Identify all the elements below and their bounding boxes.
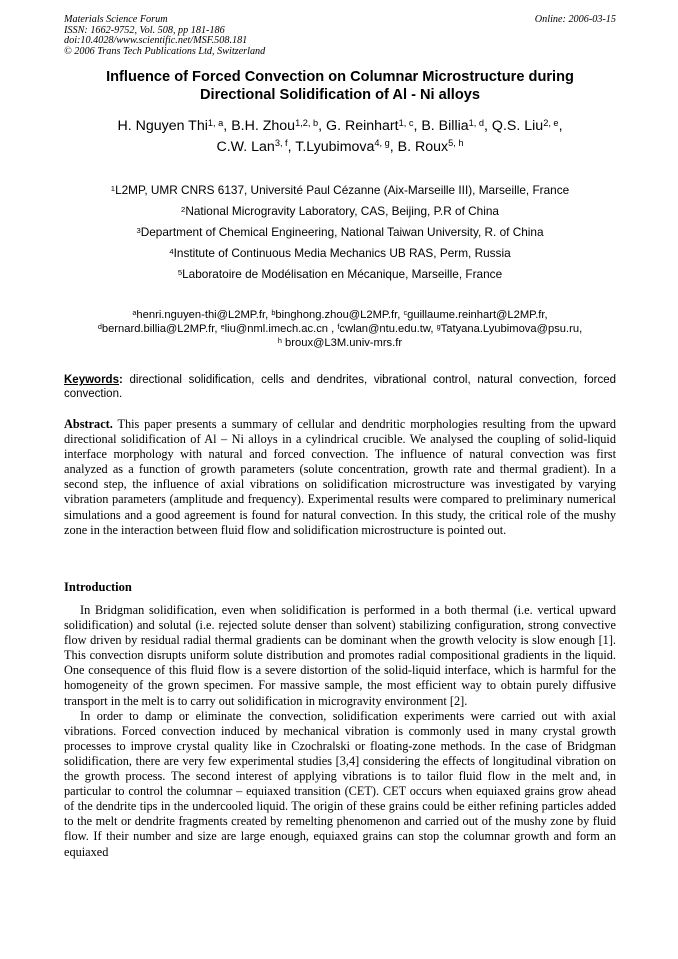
author-affil-sup: 1, c	[398, 117, 414, 128]
journal-header	[64, 15, 616, 57]
paper-title	[64, 68, 616, 104]
author-name: B. Billia	[421, 118, 469, 134]
keywords-text: directional solidification, cells and dendrites, vibrational control, natural convection, forced convection.	[64, 374, 616, 400]
email-link-h[interactable]: broux@L3M.univ-mrs.fr	[285, 337, 403, 349]
email-line-1: $^a$henri.nguyen-thi@L2MP.fr, $^b$binghong.zhou@L2MP.fr, $^c$guillaume.reinhart@L2MP.fr,	[132, 307, 548, 321]
affiliation-1	[64, 180, 616, 201]
email-link-c[interactable]: guillaume.reinhart@L2MP.fr	[407, 309, 545, 321]
section-heading-introduction: Introduction	[64, 580, 132, 594]
keywords-section: Keywords: directional solidification, cells and dendrites, vibrational control, natural convection, forced convection.	[64, 374, 616, 400]
journal-name: Materials Science Forum	[64, 14, 168, 25]
affiliation-text: National Microgravity Laboratory, CAS, Beijing, P.R of China	[185, 204, 499, 218]
abstract-label: Abstract.	[64, 417, 113, 431]
author-name: B.H. Zhou	[231, 118, 296, 134]
affiliation-number: 3	[136, 225, 141, 235]
affiliation-5	[64, 264, 616, 285]
email-link-d[interactable]: bernard.billia@L2MP.fr	[101, 323, 215, 335]
journal-issn: ISSN: 1662-9752, Vol. 508, pp 181-186	[64, 24, 225, 36]
author-name: B. Roux	[397, 138, 449, 155]
affiliation-list	[64, 180, 616, 285]
email-link-e[interactable]: liu@nml.imech.ac.cn	[224, 323, 329, 335]
online-date: Online: 2006-03-15	[534, 14, 616, 25]
author-affil-sup: 3, f	[274, 138, 288, 149]
abstract-section	[64, 417, 616, 538]
email-line-3: $^h$ broux@L3M.univ-mrs.fr	[277, 335, 403, 349]
author-affil-sup: 2, e	[543, 117, 559, 128]
affiliation-text: Institute of Continuous Media Mechanics UB RAS, Perm, Russia	[173, 246, 511, 260]
email-link-a[interactable]: henri.nguyen-thi@L2MP.fr	[136, 309, 266, 321]
title-line-2: Directional Solidification of Al - Ni alloys	[199, 87, 481, 103]
email-line-2: $^d$bernard.billia@L2MP.fr, $^e$liu@nml.imech.ac.cn , $^f$cwlan@ntu.edu.tw, $^g$Tatyana.Lyubimova@psu.ru,	[97, 321, 583, 335]
abstract-text: This paper presents a summary of cellular and dendritic morphologies resulting from the upward directional solidification of Al – Ni alloys in a cylindrical crucible. We analysed the coupling of solid-liquid interface morphology with natural and forced convection. The influence of natural convection was first analyzed as a function of growth parameters (solute concentration, growth rate and thermal gradient). In a second step, the influence of axial vibrations on solidification microstructure was investigated by varying vibration parameters (amplitude and frequency). Experimental results were compared to preliminary numerical simulations and a good agreement is found for natural convection. In this study, the critical role of the mushy zone in the interaction between fluid flow and solidification microstructure is pointed out.	[64, 417, 616, 537]
author-name: T.Lyubimova	[295, 138, 375, 155]
affiliation-number: 2	[181, 204, 186, 214]
author-affil-sup: 4, g	[374, 138, 390, 149]
author-affil-sup: 1, d	[468, 117, 485, 128]
affiliation-text: L2MP, UMR CNRS 6137, Université Paul Cézanne (Aix-Marseille III), Marseille, France	[115, 183, 570, 197]
author-name: Q.S. Liu	[491, 118, 544, 134]
author-name: G. Reinhart	[326, 118, 399, 134]
email-list	[60, 308, 620, 350]
affiliation-number: 5	[177, 267, 183, 277]
author-line-2: C.W. Lan$^{3, f}$, T.Lyubimova$^{4, g}$, B. Roux$^{5, h}$	[216, 138, 464, 155]
affiliation-text: Department of Chemical Engineering, National Taiwan University, R. of China	[140, 225, 544, 239]
affiliation-4	[64, 243, 616, 264]
author-affil-sup: 1, a	[207, 117, 224, 128]
affiliation-text: Laboratoire de Modélisation en Mécanique, Marseille, France	[182, 267, 503, 281]
affiliation-2	[64, 201, 616, 222]
keywords-label: Keywords	[64, 374, 119, 386]
email-link-g[interactable]: Tatyana.Lyubimova@psu.ru	[440, 323, 580, 335]
title-line-1: Influence of Forced Convection on Columnar Microstructure during	[106, 69, 574, 85]
journal-doi: doi:10.4028/www.scientific.net/MSF.508.181	[64, 35, 248, 47]
author-name: H. Nguyen Thi	[117, 118, 208, 134]
journal-copyright: © 2006 Trans Tech Publications Ltd, Switzerland	[64, 45, 266, 57]
author-affil-sup: 1,2, b	[295, 117, 319, 128]
paragraph: In order to damp or eliminate the convection, solidification experiments were carried out with axial vibrations. Forced convection induced by mechanical vibration is commonly used in many crystal growth processes to improve crystal quality like in Czochralski or floating-zone methods. In the case of Bridgman solidification, there are very few experimental studies [3,4] considering the effects of longitudinal vibration on the growth process. The second interest of applying vibrations is to tailor fluid flow in the melt and, in particular to control the columnar – equiaxed transition (CET). CET occurs when equiaxed grains grow ahead of the dendrite tips in the undercooled liquid. The origin of these grains could be either refining particles added to the melt or dendrite fragments created by remelting phenomenon and carried out of the mushy zone by fluid flow. If their number and size are large enough, equiaxed grains can stop the columnar growth and form an equiaxed	[64, 708, 616, 859]
paragraph: In Bridgman solidification, even when solidification is performed in a both thermal (i.e. vertical upward solidification) and solutal (i.e. rejected solute denser than solvent) stabilizing configuration, strong convective flow driven by residual radial thermal gradients can be dominant when the growth velocity is slow enough [1]. This convection disrupts uniform solute distribution and promotes radial compositional gradients in the liquid. One consequence of this fluid flow is a severe distortion of the solid-liquid interface, which is harmful for the homogeneity of the grown specimen. For massive sample, the most efficient way to obtain purely diffusive transport in the melt is to carry out solidification in microgravity environment [2].	[64, 603, 616, 708]
email-link-f[interactable]: cwlan@ntu.edu.tw	[339, 323, 431, 335]
author-list	[64, 116, 616, 157]
author-name: C.W. Lan	[216, 138, 275, 155]
introduction-body	[64, 603, 616, 860]
affiliation-number: 4	[169, 246, 174, 256]
author-affil-sup: 5, h	[448, 138, 464, 149]
affiliation-number: 1	[110, 183, 116, 193]
affiliation-3	[64, 222, 616, 243]
author-line-1: H. Nguyen Thi$^{1, a}$, B.H. Zhou$^{1,2, b}$, G. Reinhart$^{1, c}$, B. Billia$^{1, d}$, Q.S. Liu$^{2, e}$,	[117, 117, 563, 134]
email-link-b[interactable]: binghong.zhou@L2MP.fr	[275, 309, 398, 321]
